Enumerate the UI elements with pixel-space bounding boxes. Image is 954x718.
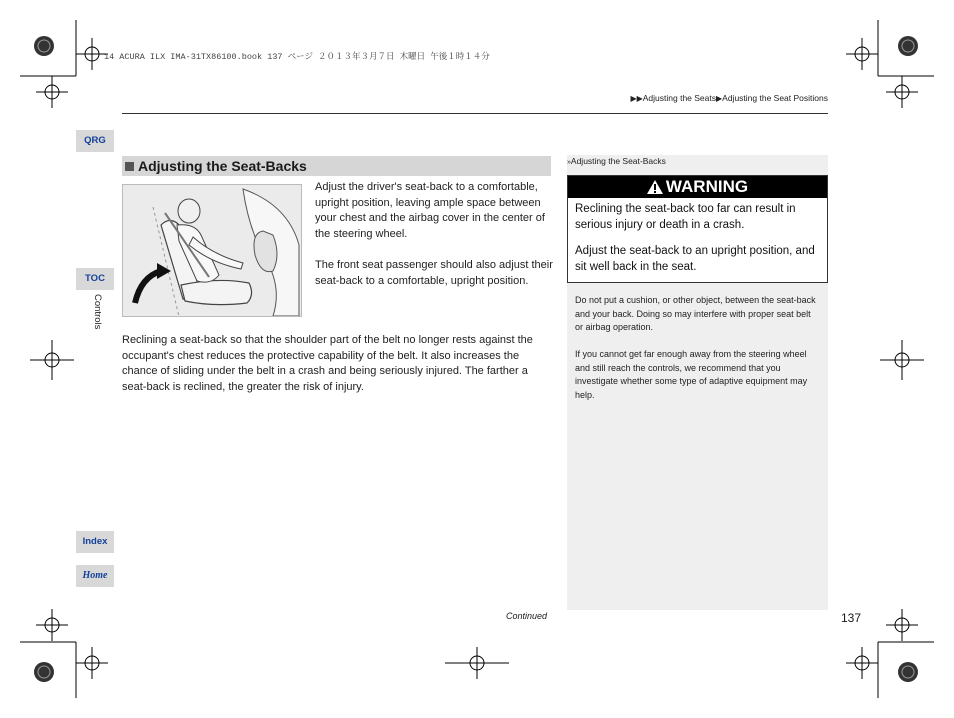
toc-tab[interactable]: TOC (76, 268, 114, 290)
breadcrumb-separator: ▶ (716, 94, 723, 103)
warning-label: WARNING (665, 177, 749, 196)
continued-label: Continued (506, 611, 548, 621)
warning-text-upright: Adjust the seat-back to an upright position, and sit well back in the seat. (575, 245, 815, 273)
breadcrumb-arrows: ▶▶ (630, 94, 643, 103)
sidebar-title-text: Adjusting the Seat-Backs (570, 156, 666, 166)
home-tab[interactable]: Home (76, 565, 114, 587)
seat-back-illustration (122, 184, 302, 317)
page-number: 137 (841, 611, 862, 625)
index-tab[interactable]: Index (76, 531, 114, 553)
section-label-controls: Controls (92, 294, 103, 330)
header-rule (122, 113, 828, 114)
section-heading (122, 156, 551, 176)
breadcrumb-link-seat-positions[interactable]: Adjusting the Seat Positions (722, 93, 828, 103)
note-cushion: Do not put a cushion, or other object, between the seat-back and your back. Doing so may interfere with proper seat belt or airbag operation. (575, 295, 816, 332)
seat-illustration-svg (123, 185, 301, 316)
breadcrumb-link-seats[interactable]: Adjusting the Seats (642, 93, 716, 103)
sidebar-title (567, 156, 666, 166)
heading-square-icon (125, 162, 134, 171)
warning-triangle-icon (647, 180, 663, 194)
warning-header (568, 176, 827, 198)
sidebar-title-arrow-icon: » (567, 159, 571, 166)
warning-text-recline: Reclining the seat-back too far can result in serious injury or death in a crash. (575, 203, 796, 231)
paragraph-recline-risk: Reclining a seat-back so that the shoulder part of the belt no longer rests against the occupant's chest reduces the protective capability of the belt. It also increases the chance of sliding under the belt in a crash and being seriously injured. The farther a seat-back is reclined, the greater the risk of injury. (122, 334, 533, 393)
note-adaptive-equipment: If you cannot get far enough away from the steering wheel and still reach the controls, we recommend that you investigate whether some type of adaptive equipment may help. (575, 349, 808, 400)
paragraph-passenger-seat: The front seat passenger should also adjust their seat-back to a comfortable, upright position. (315, 259, 553, 287)
section-heading-text: Adjusting the Seat-Backs (138, 158, 307, 174)
qrg-tab[interactable]: QRG (76, 130, 114, 152)
breadcrumb (630, 93, 828, 103)
paragraph-driver-seat: Adjust the driver's seat-back to a comfortable, upright position, leaving ample space between your chest and the airbag cover in the center of the steering wheel. (315, 181, 545, 240)
print-header: 14 ACURA ILX IMA-31TX86100.book 137 ページ ２０１３年３月７日 木曜日 午後１時１４分 (104, 52, 490, 62)
